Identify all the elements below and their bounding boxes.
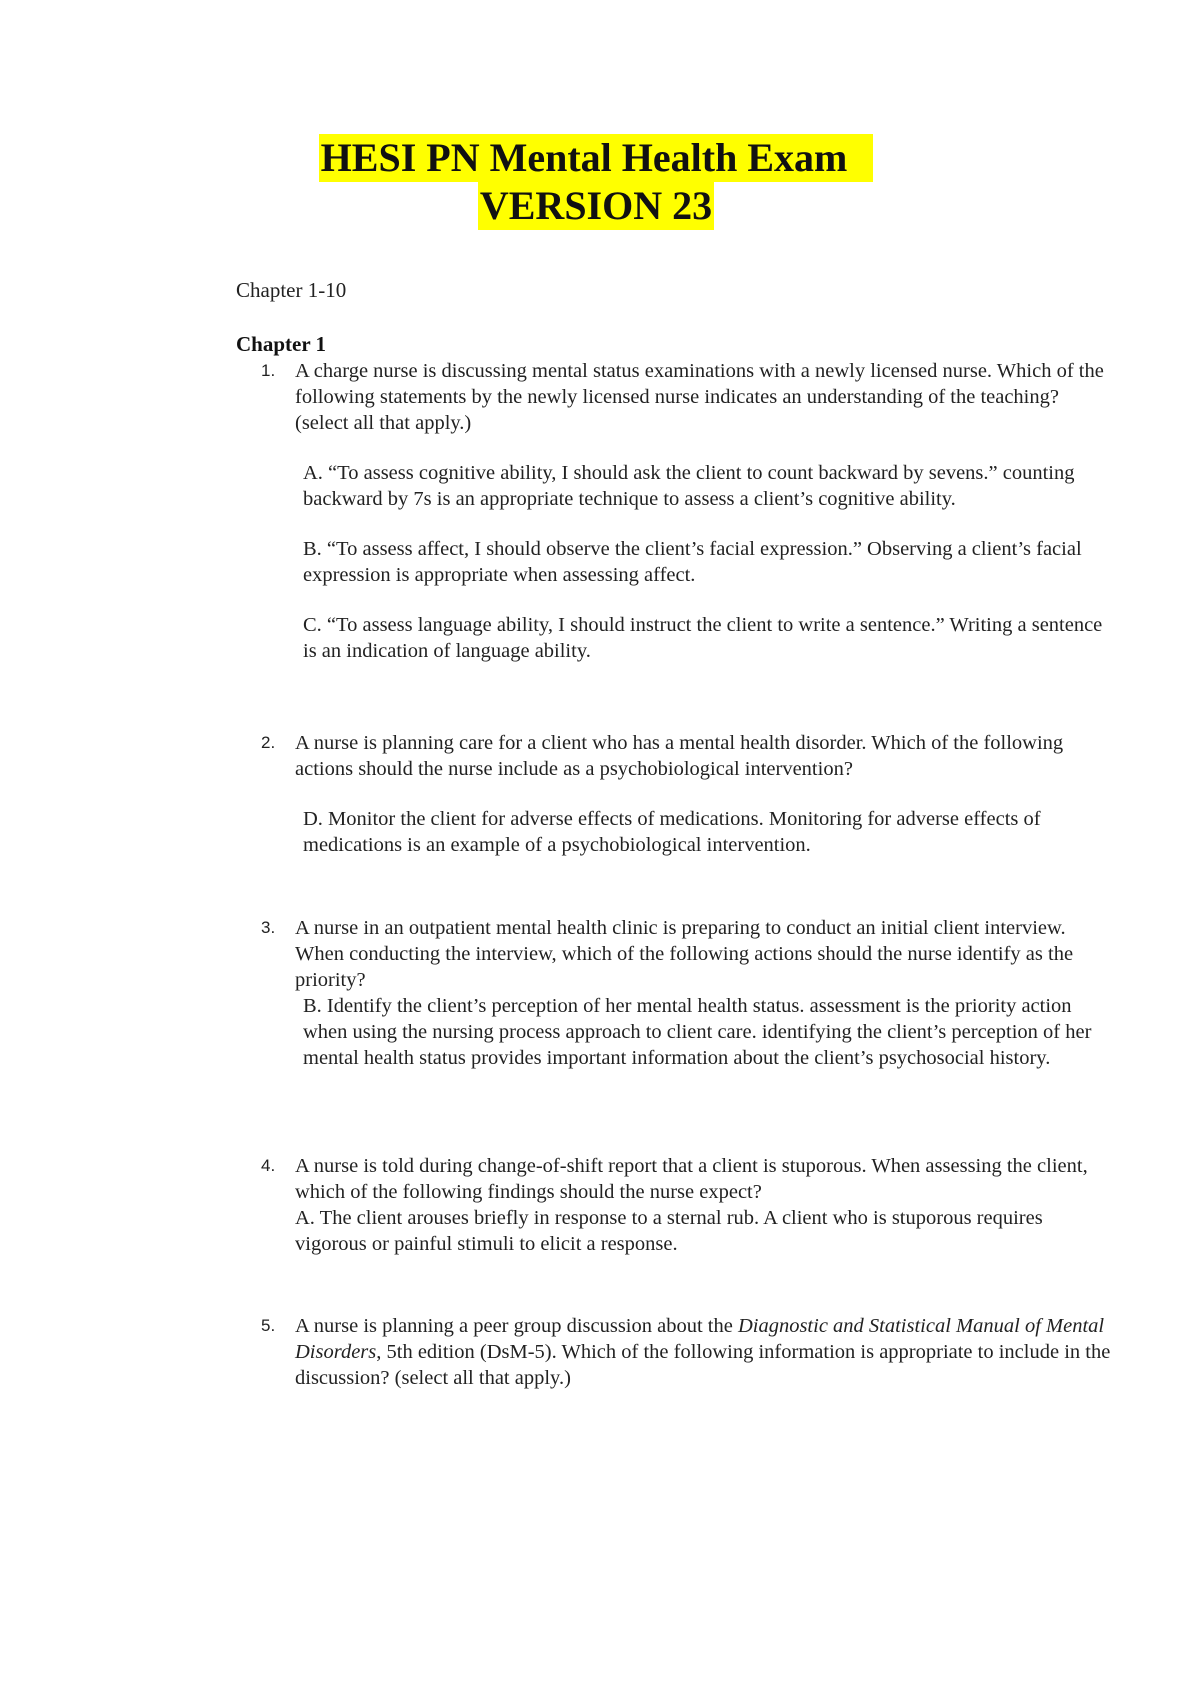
question-stem: A nurse is planning care for a client who has a mental health disorder. Which of the following actions should the nurse include as a psychobiological intervention?	[295, 732, 1064, 780]
chapter-range: Chapter 1-10	[236, 278, 347, 302]
question-number: 4.	[261, 1156, 276, 1175]
question-stem: A nurse in an outpatient mental health clinic is preparing to conduct an initial client interview. When conducting the interview, which of the following actions should the nurse identify as the priority?	[295, 917, 1074, 991]
answer-b: B. “To assess affect, I should observe the client’s facial expression.” Observing a client’s facial expression is appropriate when assessing affect.	[303, 538, 1082, 586]
question-3	[261, 915, 1111, 1071]
question-1	[261, 358, 1111, 664]
stem-prefix: A nurse is planning a peer group discussion about the	[295, 1315, 738, 1337]
answer-a: A. “To assess cognitive ability, I should ask the client to count backward by sevens.” counting backward by 7s is an appropriate technique to assess a client’s cognitive ability.	[303, 462, 1075, 510]
question-number: 5.	[261, 1316, 276, 1335]
answer-c: C. “To assess language ability, I should instruct the client to write a sentence.” Writing a sentence is an indication of language ability.	[303, 614, 1103, 662]
question-2	[261, 730, 1111, 858]
question-5	[261, 1313, 1111, 1391]
manual-title: Diagnostic and Statistical Manual of Mental Disorders	[295, 1315, 1105, 1363]
question-4	[261, 1153, 1111, 1257]
chapter-heading: Chapter 1	[236, 332, 327, 356]
stem-suffix: , 5th edition (DsM-5). Which of the following information is appropriate to include in the discussion? (select all that apply.)	[295, 1341, 1111, 1389]
question-stem: A nurse is told during change-of-shift report that a client is stuporous. When assessing the client, which of the following findings should the nurse expect?	[295, 1155, 1088, 1203]
answer-a: A. The client arouses briefly in response to a sternal rub. A client who is stuporous requires vigorous or painful stimuli to elicit a response.	[295, 1207, 1043, 1255]
title-line-2: VERSION 23	[479, 183, 713, 228]
answer-b: B. Identify the client’s perception of her mental health status. assessment is the priority action when using the nursing process approach to client care. identifying the client’s perception of her mental health status provides important information about the client’s psychosocial history.	[303, 995, 1092, 1069]
question-stem: A charge nurse is discussing mental status examinations with a newly licensed nurse. Which of the following statements by the newly licensed nurse indicates an understanding of the teaching? (select all that apply.)	[295, 360, 1104, 434]
document-title	[0, 134, 1192, 230]
question-stem	[295, 1313, 1111, 1391]
question-number: 2.	[261, 733, 276, 752]
question-number: 3.	[261, 918, 276, 937]
question-number: 1.	[261, 361, 276, 380]
title-line-1: HESI PN Mental Health Exam	[319, 134, 874, 182]
answer-d: D. Monitor the client for adverse effects of medications. Monitoring for adverse effects of medications is an example of a psychobiological intervention.	[303, 808, 1041, 856]
